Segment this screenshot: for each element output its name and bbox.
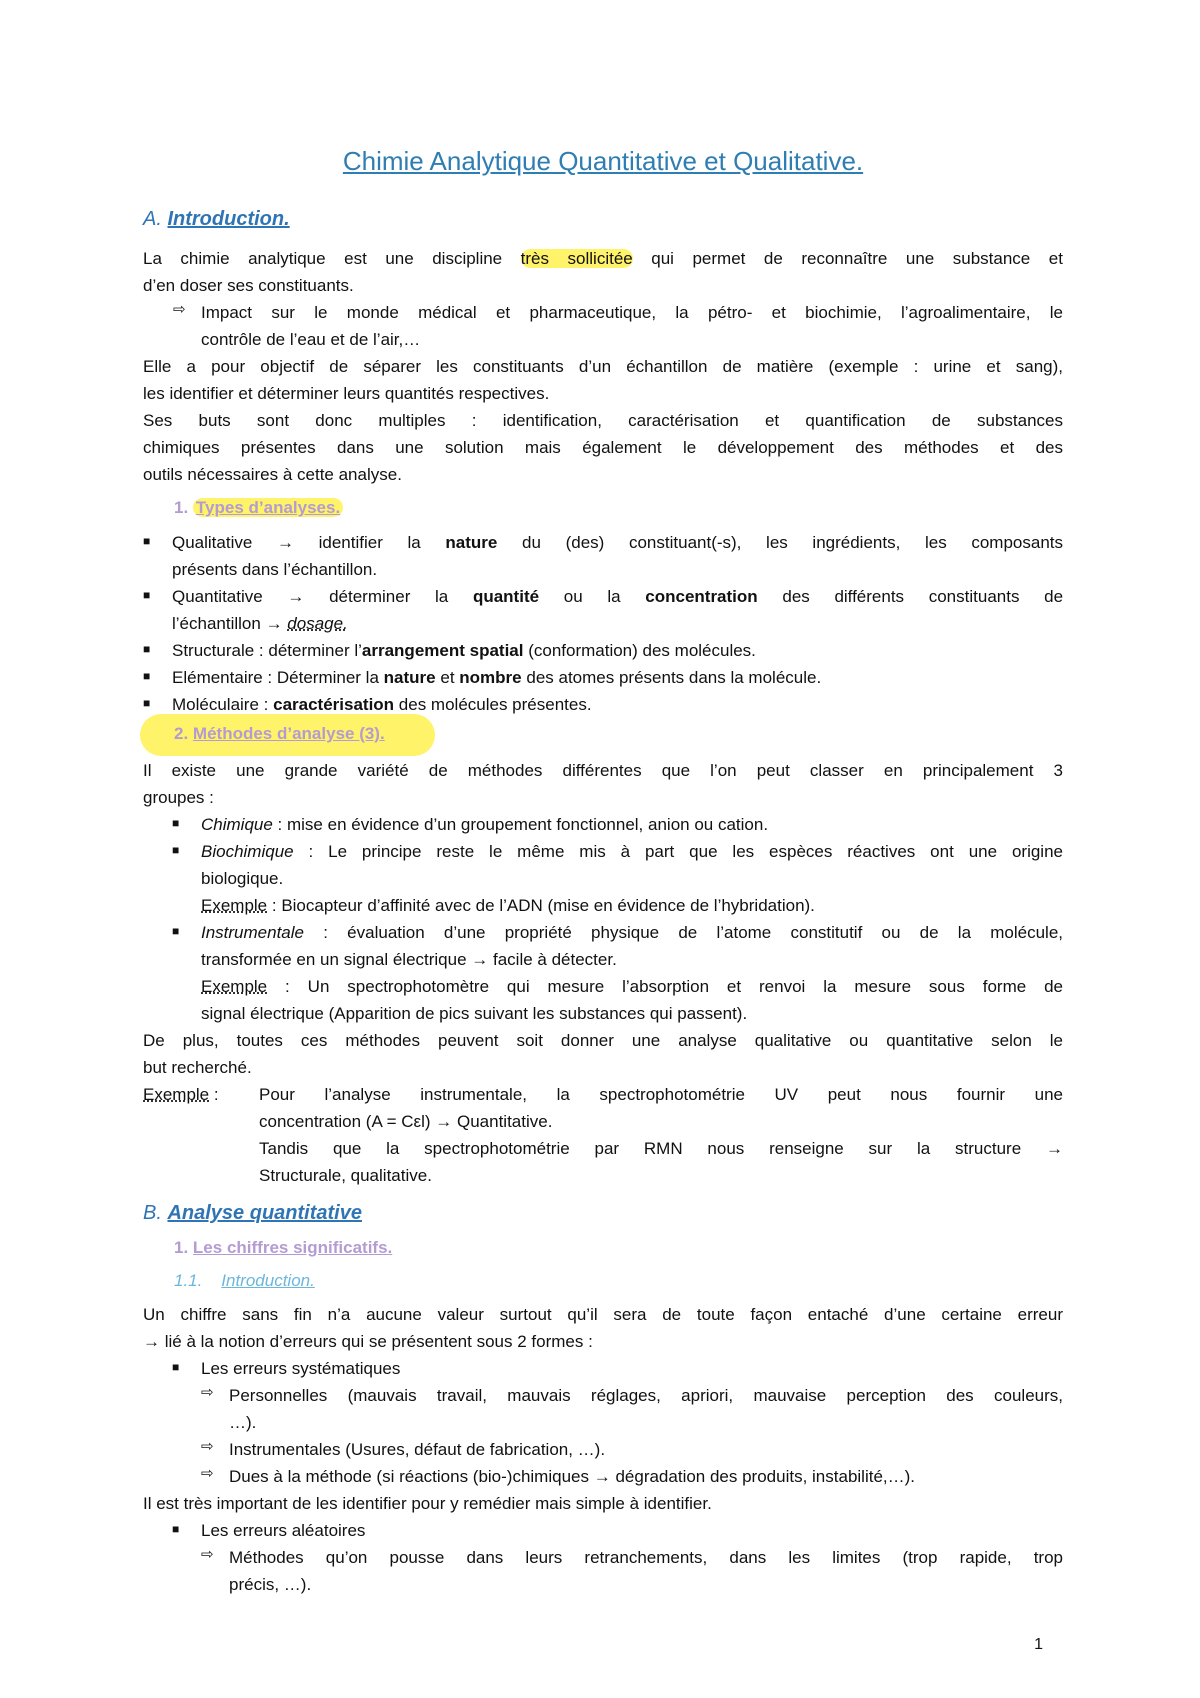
chiffres-heading: 1. Les chiffres significatifs. bbox=[174, 1238, 393, 1257]
type-moleculaire: Moléculaire : caractérisation des molécules présentes. bbox=[172, 695, 592, 714]
outline-arrow-icon: ⇨ bbox=[173, 301, 186, 318]
type-structurale: Structurale : déterminer l’arrangement spatial (conformation) des molécules. bbox=[172, 641, 756, 660]
outline-arrow-icon: ⇨ bbox=[201, 1384, 214, 1401]
impact-line: Impact sur le monde médical et pharmaceutique, la pétro- et biochimie, l’agroalimentaire, le bbox=[201, 303, 1063, 322]
document-title: Chimie Analytique Quantitative et Qualitative. bbox=[342, 146, 864, 176]
section-letter: A. bbox=[143, 208, 162, 230]
methods-conclusion: but recherché. bbox=[143, 1058, 252, 1077]
highlighted-text: très sollicitée bbox=[520, 249, 633, 268]
section-label: Introduction. bbox=[167, 208, 290, 230]
objective-line: les identifier et déterminer leurs quantités respectives. bbox=[143, 384, 550, 403]
method-instrumentale-cont: transformée en un signal électrique → facile à détecter. bbox=[201, 950, 617, 969]
square-bullet-icon: ■ bbox=[172, 816, 180, 830]
outline-arrow-icon: ⇨ bbox=[201, 1438, 214, 1455]
errors-paragraph: Un chiffre sans fin n’a aucune valeur surtout qu’il sera de toute façon entaché d’une certaine erreur bbox=[143, 1305, 1063, 1324]
types-heading: 1. Types d’analyses. bbox=[174, 498, 343, 518]
error-personal-cont: …). bbox=[229, 1413, 257, 1432]
square-bullet-icon: ■ bbox=[143, 588, 151, 602]
goals-line: Ses buts sont donc multiples : identification, caractérisation et quantification de substances bbox=[143, 411, 1063, 430]
section-b-heading: B. Analyse quantitative bbox=[143, 1202, 362, 1224]
methods-intro: groupes : bbox=[143, 788, 214, 807]
example-label: Exemple : bbox=[143, 1085, 219, 1104]
square-bullet-icon: ■ bbox=[143, 642, 151, 656]
square-bullet-icon: ■ bbox=[143, 534, 151, 548]
example-line: Pour l’analyse instrumentale, la spectrophotométrie UV peut nous fournir une bbox=[259, 1085, 1063, 1104]
goals-line: chimiques présentes dans une solution mais également le développement des méthodes et des bbox=[143, 438, 1063, 457]
errors-paragraph: → lié à la notion d’erreurs qui se présentent sous 2 formes : bbox=[143, 1332, 593, 1351]
error-type-systematic: Les erreurs systématiques bbox=[201, 1359, 401, 1378]
method-biochimique-example: Exemple : Biocapteur d’affinité avec de l’ADN (mise en évidence de l’hybridation). bbox=[201, 896, 815, 915]
example-line: Tandis que la spectrophotométrie par RMN nous renseigne sur la structure → bbox=[259, 1139, 1063, 1158]
methods-heading: 2. Méthodes d’analyse (3). bbox=[174, 724, 385, 743]
method-chimique: Chimique : mise en évidence d’un groupement fonctionnel, anion ou cation. bbox=[201, 815, 769, 834]
introduction-subheading: 1.1. Introduction. bbox=[174, 1271, 315, 1290]
impact-line: contrôle de l’eau et de l’air,… bbox=[201, 330, 421, 349]
type-qualitative-cont: présents dans l’échantillon. bbox=[172, 560, 378, 579]
methods-conclusion: De plus, toutes ces méthodes peuvent soit donner une analyse qualitative ou quantitative selon le bbox=[143, 1031, 1063, 1050]
type-elementaire: Elémentaire : Déterminer la nature et nombre des atomes présents dans la molécule. bbox=[172, 668, 822, 687]
type-quantitative: Quantitative → déterminer la quantité ou la concentration des différents constituants de bbox=[172, 587, 1064, 606]
intro-paragraph-line: d’en doser ses constituants. bbox=[143, 276, 354, 295]
type-quantitative-cont: l’échantillon → dosage. bbox=[172, 614, 348, 633]
square-bullet-icon: ■ bbox=[172, 843, 180, 857]
error-random-methods: Méthodes qu’on pousse dans leurs retranchements, dans les limites (trop rapide, trop bbox=[229, 1548, 1063, 1567]
method-instrumentale-example: Exemple : Un spectrophotomètre qui mesure l’absorption et renvoi la mesure sous forme de bbox=[201, 977, 1063, 996]
method-instrumentale: Instrumentale : évaluation d’une propriété physique de l’atome constitutif ou de la molécule, bbox=[201, 923, 1063, 942]
error-method: Dues à la méthode (si réactions (bio-)chimiques → dégradation des produits, instabilité,…). bbox=[229, 1467, 916, 1486]
objective-line: Elle a pour objectif de séparer les constituants d’un échantillon de matière (exemple : urine et sang), bbox=[143, 357, 1063, 376]
error-type-random: Les erreurs aléatoires bbox=[201, 1521, 366, 1540]
method-biochimique: Biochimique : Le principe reste le même mis à part que les espèces réactives ont une origine bbox=[201, 842, 1063, 861]
example-line: concentration (A = Cεl) → Quantitative. bbox=[259, 1112, 553, 1131]
dosage-term: dosage. bbox=[287, 614, 348, 633]
outline-arrow-icon: ⇨ bbox=[201, 1465, 214, 1482]
square-bullet-icon: ■ bbox=[172, 924, 180, 938]
errors-importance: Il est très important de les identifier pour y remédier mais simple à identifier. bbox=[143, 1494, 712, 1513]
error-personal: Personnelles (mauvais travail, mauvais réglages, apriori, mauvaise perception des couleurs, bbox=[229, 1386, 1063, 1405]
example-line: Structurale, qualitative. bbox=[259, 1166, 432, 1185]
type-qualitative: Qualitative → identifier la nature du (des) constituant(-s), les ingrédients, les composants bbox=[172, 533, 1063, 552]
square-bullet-icon: ■ bbox=[143, 696, 151, 710]
error-random-methods-cont: précis, …). bbox=[229, 1575, 312, 1594]
square-bullet-icon: ■ bbox=[172, 1360, 180, 1374]
error-instrumental: Instrumentales (Usures, défaut de fabrication, …). bbox=[229, 1440, 606, 1459]
document-page bbox=[143, 0, 1063, 1698]
section-a-heading bbox=[143, 208, 290, 231]
outline-arrow-icon: ⇨ bbox=[201, 1546, 214, 1563]
method-biochimique-cont: biologique. bbox=[201, 869, 284, 888]
page-number: 1 bbox=[1034, 1636, 1043, 1653]
methods-intro: Il existe une grande variété de méthodes différentes que l’on peut classer en principalement 3 bbox=[143, 761, 1063, 780]
square-bullet-icon: ■ bbox=[172, 1522, 180, 1536]
goals-line: outils nécessaires à cette analyse. bbox=[143, 465, 402, 484]
method-instrumentale-example-cont: signal électrique (Apparition de pics suivant les substances qui passent). bbox=[201, 1004, 748, 1023]
square-bullet-icon: ■ bbox=[143, 669, 151, 683]
intro-paragraph-line: La chimie analytique est une discipline très sollicitée qui permet de reconnaître une substance et bbox=[143, 249, 1063, 268]
